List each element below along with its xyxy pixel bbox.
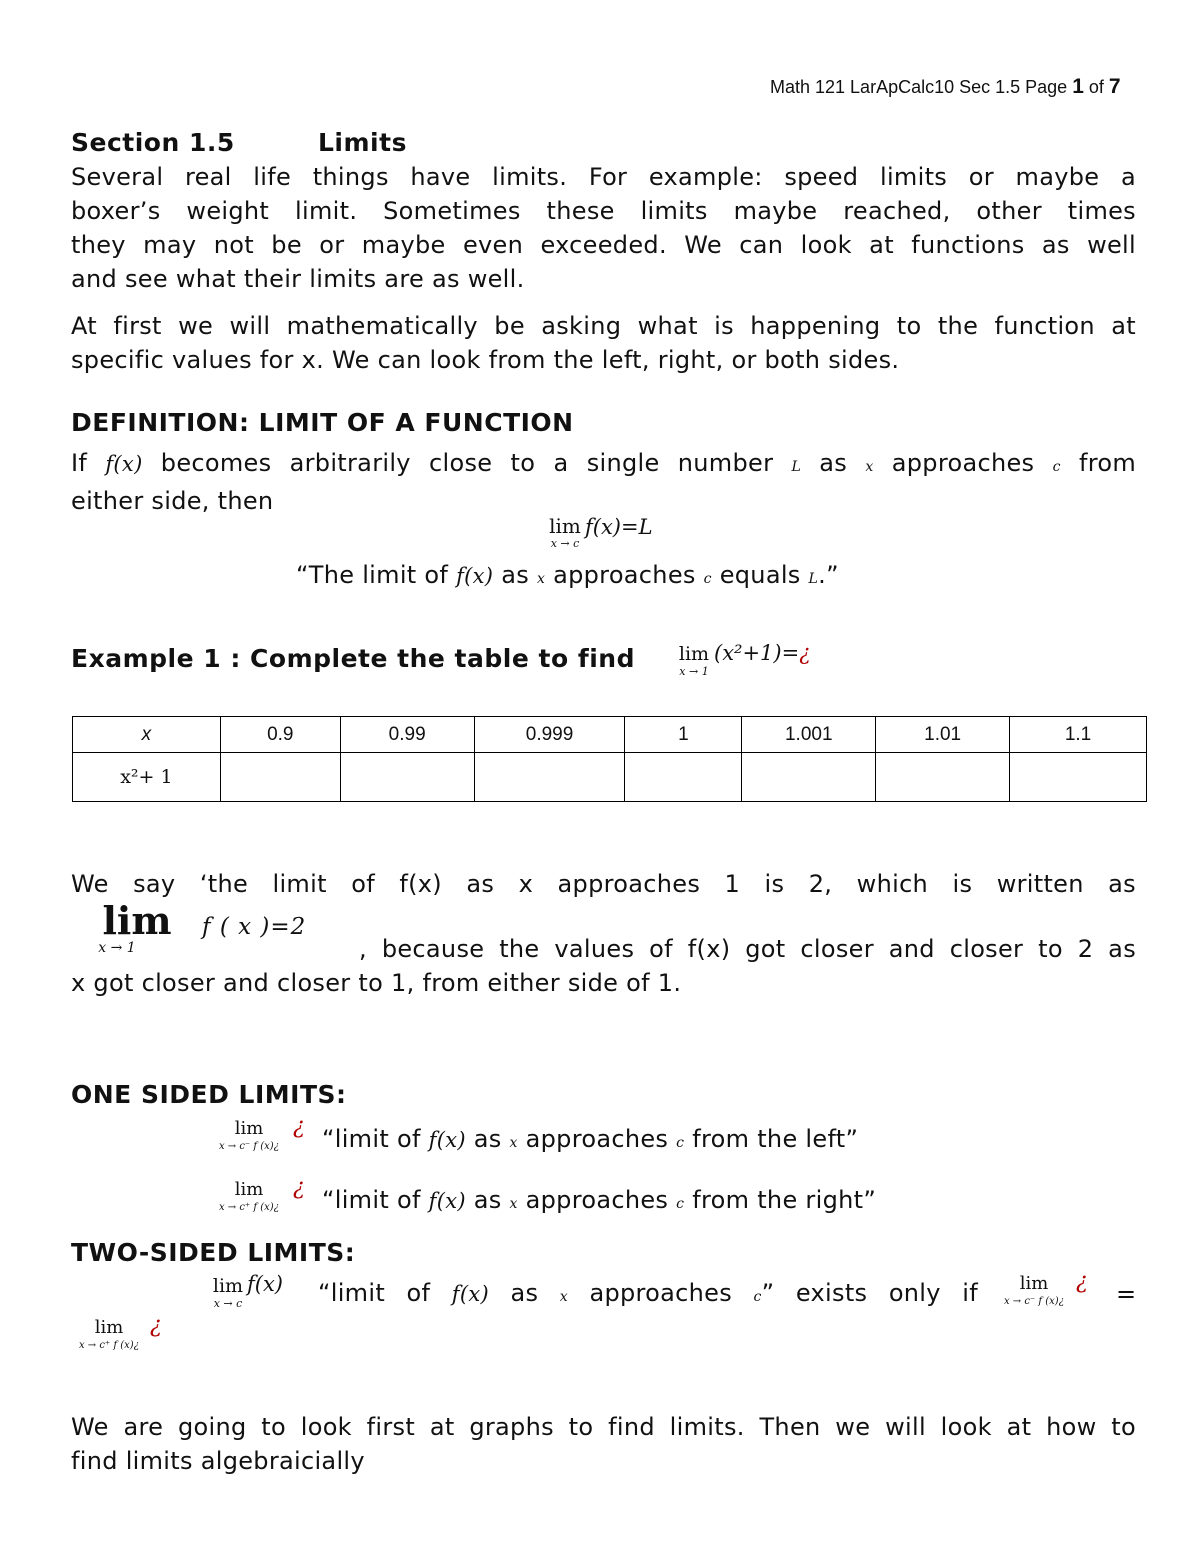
table-blank-cell[interactable] (220, 753, 340, 802)
example-1-expression (714, 641, 810, 665)
left-limit (207, 1118, 291, 1153)
page-header (770, 75, 1121, 99)
left-lim-word: lim (234, 1118, 264, 1139)
intro-p2-line-1: At first we will mathematically be asking what is happening to the function at (71, 312, 1136, 340)
table-cell: 0.9 (220, 717, 340, 753)
right-fx: f(x) (428, 1189, 466, 1213)
section-title (71, 128, 407, 157)
header-course: Math 121 LarApCalc10 Sec 1.5 Page (770, 77, 1073, 97)
table-row-fx (73, 753, 1147, 802)
right-d: from the right” (684, 1186, 877, 1214)
quote-e: .” (818, 561, 839, 589)
definition-line-2: either side, then (71, 487, 274, 515)
def-t2: as (801, 449, 866, 477)
two-b: as (488, 1279, 560, 1307)
ex1-expr: (x²+1)= (714, 641, 800, 665)
table-blank-cell[interactable] (340, 753, 474, 802)
two-cvar: c (753, 1289, 762, 1305)
we-say-line-3: x got closer and closer to 1, from either side of 1. (71, 969, 682, 997)
two-right-lim-subscript: x → c⁺ f (x)¿ (78, 1340, 140, 1351)
closing-line-1: We are going to look first at graphs to find limits. Then we will look at how to (71, 1413, 1136, 1441)
left-lim-subscript: x → c⁻ f (x)¿ (218, 1141, 280, 1152)
ex1-lim-word: lim (678, 643, 710, 665)
two-left-lim-subscript: x → c⁻ f (x)¿ (1003, 1296, 1065, 1307)
table-cell: 0.99 (340, 717, 474, 753)
header-page-total: 7 (1108, 75, 1121, 98)
header-page-number: 1 (1072, 75, 1084, 98)
two-left-blank: ¿ (1076, 1269, 1088, 1294)
quote-cvar: c (703, 571, 712, 587)
table-blank-cell[interactable] (1010, 753, 1147, 802)
two-sided-limit (209, 1275, 247, 1310)
table-cell: 1.1 (1010, 717, 1147, 753)
two-d: ” exists only if (761, 1279, 978, 1307)
two-sided-equals: = (1116, 1280, 1137, 1308)
quote-a: “The limit of (296, 561, 457, 589)
def-if: If (71, 449, 106, 477)
right-lim-word: lim (234, 1179, 264, 1200)
right-blank: ¿ (293, 1175, 305, 1200)
definition-limit-formula (545, 515, 585, 550)
two-a: “limit of (318, 1279, 452, 1307)
lim-word: lim (549, 514, 581, 538)
example-1-limit (676, 643, 712, 678)
definition-quote (296, 558, 839, 596)
table-blank-cell[interactable] (742, 753, 876, 802)
two-fx: f(x) (451, 1282, 489, 1306)
table-header-x: x (73, 717, 221, 753)
table-header-fx: x²+ 1 (73, 753, 221, 802)
two-x: x (559, 1289, 568, 1305)
we-say-lim-subscript: x → 1 (98, 940, 136, 956)
two-sided-text-line (318, 1276, 978, 1314)
left-cvar: c (676, 1135, 685, 1151)
left-fx: f(x) (428, 1128, 466, 1152)
def-t4: from (1060, 449, 1137, 477)
two-sided-left-limit (992, 1273, 1076, 1308)
quote-b: as (493, 561, 537, 589)
table-cell: 1.01 (876, 717, 1010, 753)
two-lim-subscript: x → c (213, 1297, 243, 1310)
we-say-expression: f ( x )=2 (202, 914, 307, 940)
left-c: approaches (517, 1125, 677, 1153)
we-say-line-1: We say ‘the limit of f(x) as x approaches 1 is 2, which is written as (71, 870, 1136, 898)
we-say-line-2-text: , because the values of f(x) got closer and closer to 2 as (359, 935, 1136, 963)
quote-c: approaches (545, 561, 704, 589)
right-c: approaches (517, 1186, 677, 1214)
table-row-x (73, 717, 1147, 753)
intro-p2-line-2: specific values for x. We can look from the left, right, or both sides. (71, 346, 900, 374)
intro-line-4: and see what their limits are as well. (71, 265, 525, 293)
lim-subscript: x → c (550, 537, 580, 550)
two-lim-word: lim (212, 1275, 244, 1297)
right-a: “limit of (322, 1186, 429, 1214)
ex1-blank: ¿ (799, 641, 811, 665)
quote-fx: f(x) (456, 564, 494, 588)
left-a: “limit of (322, 1125, 429, 1153)
right-x: x (509, 1196, 518, 1212)
def-c: c (1052, 459, 1061, 475)
left-limit-text (322, 1122, 858, 1160)
table-blank-cell[interactable] (625, 753, 742, 802)
def-x: x (865, 459, 874, 475)
table-cell: 1.001 (742, 717, 876, 753)
two-left-lim-word: lim (1019, 1273, 1049, 1294)
table-blank-cell[interactable] (876, 753, 1010, 802)
closing-line-2: find limits algebraicially (71, 1447, 365, 1475)
header-of: of (1083, 77, 1109, 97)
right-limit (207, 1179, 291, 1214)
intro-paragraph-2 (71, 309, 1136, 377)
definition-text (71, 446, 1136, 518)
two-sided-text (318, 1276, 978, 1314)
two-right-lim-word: lim (94, 1317, 124, 1338)
def-L: L (791, 459, 802, 475)
left-blank: ¿ (293, 1114, 305, 1139)
table-cell: 1 (625, 717, 742, 753)
intro-paragraph-1 (71, 160, 1136, 296)
quote-d: equals (711, 561, 809, 589)
right-b: as (465, 1186, 510, 1214)
definition-heading: DEFINITION: LIMIT OF A FUNCTION (71, 408, 574, 437)
intro-line-2: boxer’s weight limit. Sometimes these limits maybe reached, other times (71, 197, 1136, 225)
intro-line-3: they may not be or maybe even exceeded. We can look at functions as well (71, 231, 1136, 259)
we-say-line-2 (71, 932, 1136, 1000)
two-sided-heading: TWO-SIDED LIMITS: (71, 1238, 356, 1267)
values-table (72, 716, 1147, 802)
two-sided-right-limit (67, 1317, 151, 1352)
section-name: Limits (318, 128, 407, 157)
right-limit-text (322, 1183, 876, 1221)
def-fx: f(x) (105, 452, 143, 476)
closing-paragraph (71, 1410, 1136, 1478)
one-sided-heading: ONE SIDED LIMITS: (71, 1080, 347, 1109)
left-x: x (509, 1135, 518, 1151)
two-sided-expression: f(x) (247, 1272, 284, 1296)
left-d: from the left” (684, 1125, 859, 1153)
def-t3: approaches (873, 449, 1053, 477)
intro-line-1: Several real life things have limits. For example: speed limits or maybe a (71, 163, 1136, 191)
ex1-lim-subscript: x → 1 (679, 665, 709, 678)
quote-L: L (808, 571, 819, 587)
two-right-blank: ¿ (150, 1313, 162, 1338)
def-t1: becomes arbitrarily close to a single number (142, 449, 792, 477)
right-cvar: c (676, 1196, 685, 1212)
two-c: approaches (567, 1279, 754, 1307)
left-b: as (465, 1125, 510, 1153)
definition-line-1 (71, 446, 1136, 484)
section-number: Section 1.5 (71, 128, 235, 157)
we-say-lim-word: lim (102, 898, 172, 943)
quote-x: x (536, 571, 546, 587)
right-lim-subscript: x → c⁺ f (x)¿ (218, 1202, 280, 1213)
table-cell: 0.999 (474, 717, 625, 753)
example-1-label: Example 1 : Complete the table to find (71, 644, 635, 673)
definition-limit-expression: f(x)=L (585, 515, 653, 539)
table-blank-cell[interactable] (474, 753, 625, 802)
